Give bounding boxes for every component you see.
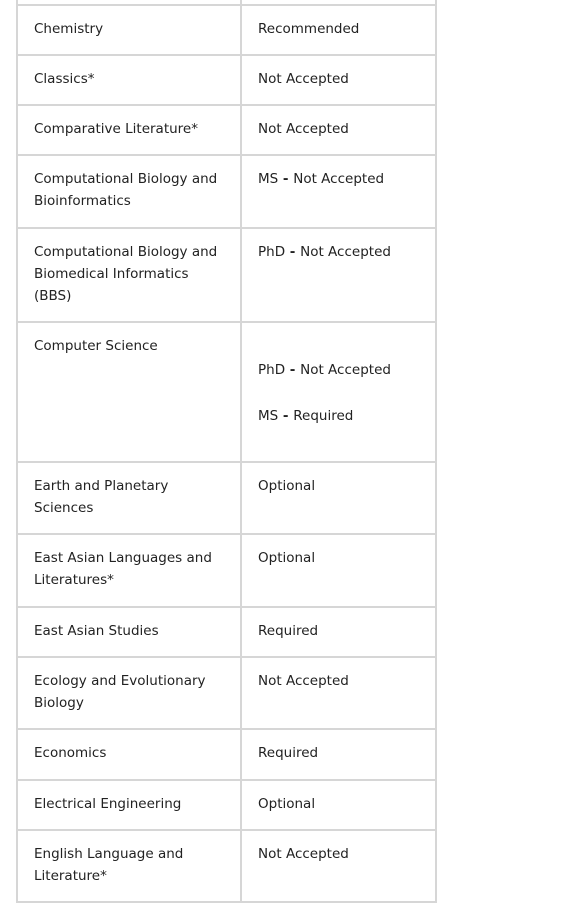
- program-name: Computer Science: [34, 338, 158, 354]
- policy-cell: [241, 5, 436, 55]
- degree-separator: -: [285, 244, 301, 260]
- program-name: Chemistry: [34, 21, 104, 37]
- policy-line: [258, 359, 419, 381]
- program-name: East Asian Studies: [34, 623, 159, 639]
- table-row: [17, 780, 436, 830]
- program-cell: [17, 228, 241, 322]
- table-row: [17, 155, 436, 228]
- program-name: Comparative Literature*: [34, 121, 198, 137]
- policy-value: [258, 229, 419, 277]
- degree-label: PhD: [258, 362, 286, 378]
- program-cell: [17, 5, 241, 55]
- table-row: [17, 322, 436, 462]
- program-cell: [17, 830, 241, 902]
- table-row: [17, 105, 436, 155]
- program-name: Classics*: [34, 71, 95, 87]
- program-cell: [17, 657, 241, 729]
- policy-cell: [241, 830, 436, 902]
- policy-cell: [241, 155, 436, 228]
- table-row: [17, 228, 436, 322]
- program-cell: [17, 155, 241, 228]
- policy-value: Optional: [258, 550, 316, 566]
- program-name: Economics: [34, 745, 107, 761]
- policy-cell: [241, 780, 436, 830]
- policy-value: Optional: [258, 796, 316, 812]
- policy-status: Not Accepted: [293, 171, 385, 187]
- policy-cell: [241, 729, 436, 780]
- policy-cell: [241, 55, 436, 105]
- policy-status: Required: [293, 408, 354, 424]
- policy-value: Not Accepted: [258, 846, 349, 862]
- policy-value: Required: [258, 623, 319, 639]
- policy-status: Not Accepted: [300, 362, 391, 378]
- policy-cell: [241, 228, 436, 322]
- table-row: [17, 55, 436, 105]
- program-cell: [17, 729, 241, 780]
- program-name: East Asian Languages and Literatures*: [34, 550, 212, 588]
- program-name: Earth and Planetary Sciences: [34, 478, 169, 516]
- degree-separator: -: [285, 362, 301, 378]
- policy-value: Not Accepted: [258, 121, 349, 137]
- policy-value: Recommended: [258, 21, 360, 37]
- program-cell: [17, 105, 241, 155]
- degree-label: PhD: [258, 244, 286, 260]
- policy-status: Not Accepted: [300, 244, 391, 260]
- table-row: [17, 5, 436, 55]
- gre-policy-table: [16, 0, 437, 903]
- policy-cell: [241, 607, 436, 657]
- table-row: [17, 830, 436, 902]
- policy-value: Not Accepted: [258, 673, 349, 689]
- degree-label: MS: [258, 171, 279, 187]
- table-row: [17, 607, 436, 657]
- program-cell: [17, 462, 241, 534]
- program-name: Computational Biology and Biomedical Informatics (BBS): [34, 244, 218, 304]
- program-cell: [17, 322, 241, 462]
- degree-separator: -: [278, 171, 294, 187]
- gre-policy-table-container: [16, 0, 434, 903]
- table-row: [17, 462, 436, 534]
- program-name: Ecology and Evolutionary Biology: [34, 673, 206, 711]
- table-row: [17, 534, 436, 607]
- policy-value: [258, 323, 419, 441]
- policy-cell: [241, 322, 436, 462]
- table-row: [17, 729, 436, 780]
- policy-value: Required: [258, 745, 319, 761]
- program-cell: [17, 534, 241, 607]
- policy-value: Not Accepted: [258, 71, 349, 87]
- table-row: [17, 657, 436, 729]
- policy-value: Optional: [258, 478, 316, 494]
- program-cell: [17, 607, 241, 657]
- policy-line: [258, 405, 419, 427]
- program-name: Computational Biology and Bioinformatics: [34, 171, 218, 209]
- policy-value: [258, 156, 419, 204]
- policy-cell: [241, 105, 436, 155]
- policy-cell: [241, 534, 436, 607]
- program-cell: [17, 780, 241, 830]
- program-cell: [17, 55, 241, 105]
- policy-cell: [241, 657, 436, 729]
- program-name: English Language and Literature*: [34, 846, 184, 884]
- degree-separator: -: [278, 408, 294, 424]
- program-name: Electrical Engineering: [34, 796, 182, 812]
- policy-cell: [241, 462, 436, 534]
- degree-label: MS: [258, 408, 279, 424]
